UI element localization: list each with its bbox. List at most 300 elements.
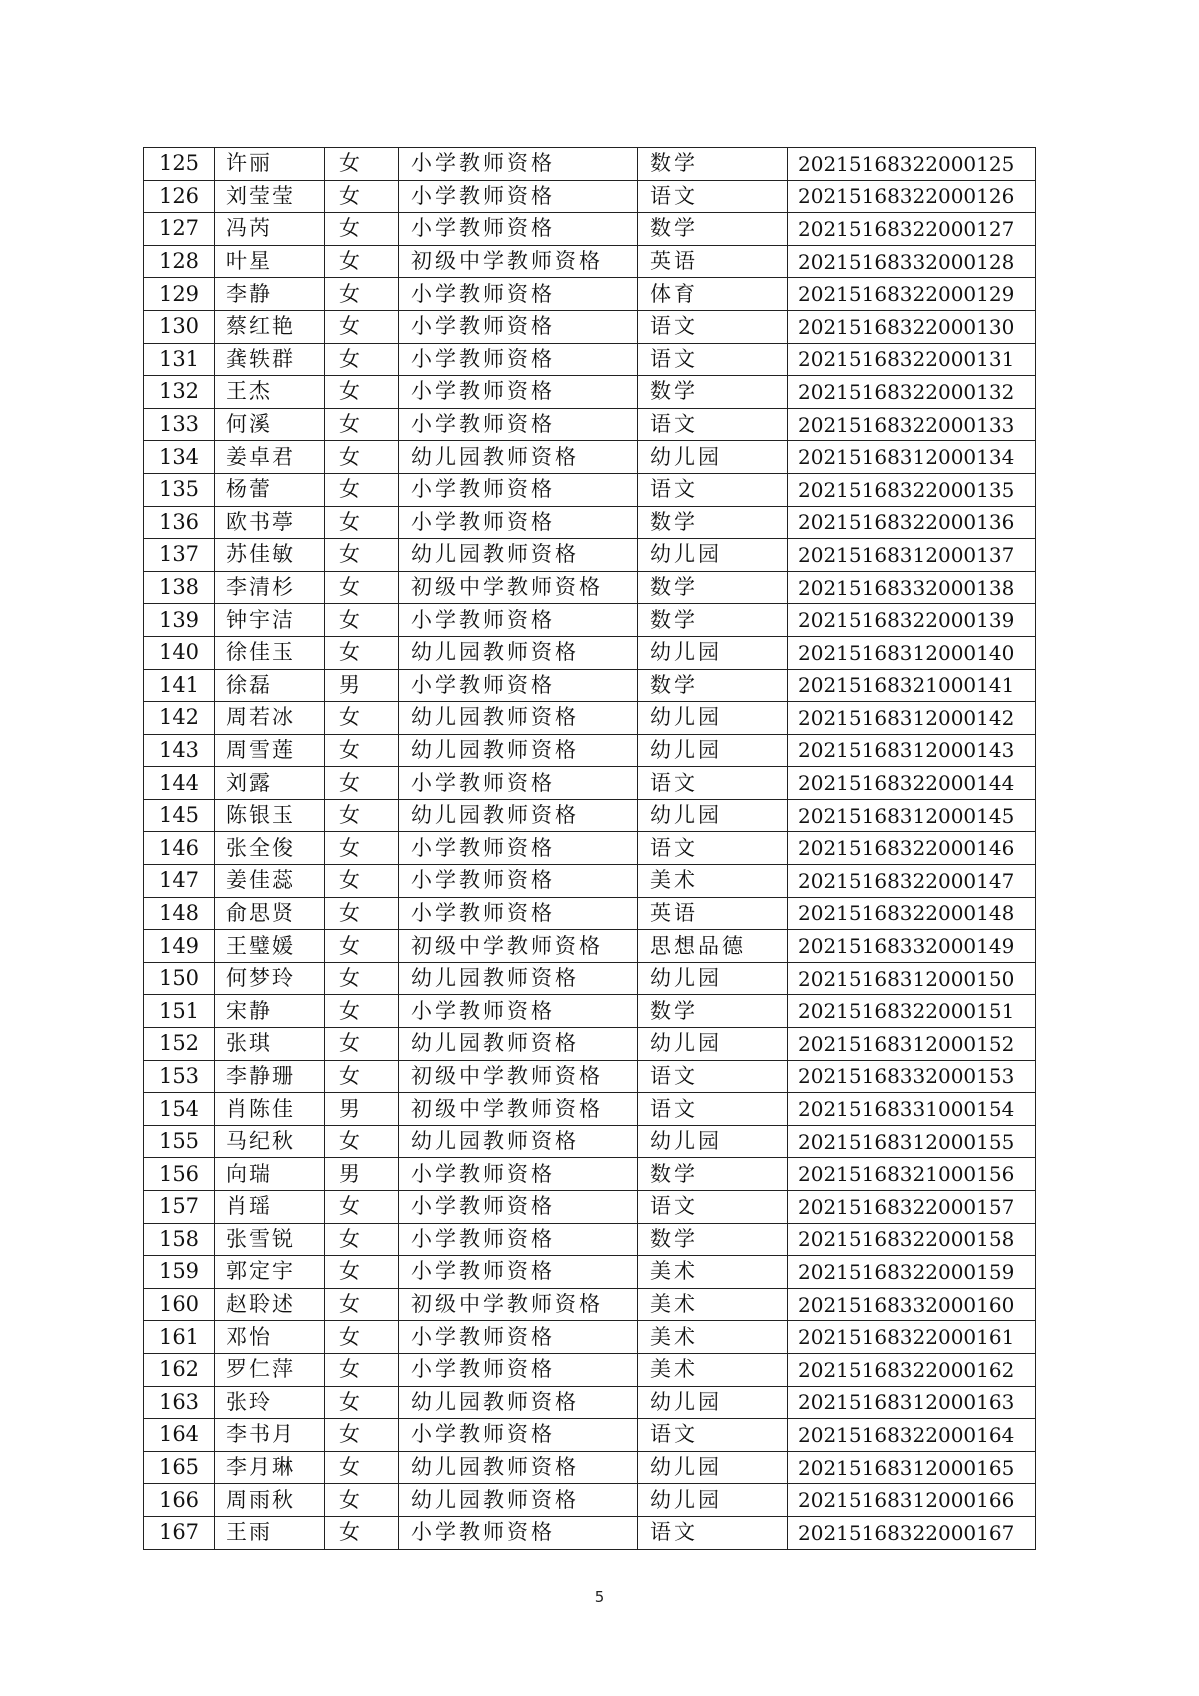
cell-sex: 女 xyxy=(325,897,399,930)
cell-name: 许丽 xyxy=(215,148,325,181)
cell-certificate-number: 20215168322000130 xyxy=(788,310,1036,343)
table-row xyxy=(144,962,1036,995)
cell-name: 张雪锐 xyxy=(215,1223,325,1256)
cell-subject: 幼儿园 xyxy=(638,539,788,572)
table-row xyxy=(144,897,1036,930)
cell-certificate-number: 20215168312000142 xyxy=(788,702,1036,735)
cell-row-number: 161 xyxy=(144,1321,215,1354)
cell-name: 李书月 xyxy=(215,1419,325,1452)
table-row xyxy=(144,1028,1036,1061)
page-number: 5 xyxy=(594,1588,605,1606)
cell-subject: 语文 xyxy=(638,180,788,213)
cell-certificate-number: 20215168322000135 xyxy=(788,473,1036,506)
cell-qualification-type: 小学教师资格 xyxy=(399,310,638,343)
cell-sex: 女 xyxy=(325,734,399,767)
cell-qualification-type: 幼儿园教师资格 xyxy=(399,1484,638,1517)
cell-certificate-number: 20215168322000127 xyxy=(788,213,1036,246)
cell-name: 苏佳敏 xyxy=(215,539,325,572)
cell-qualification-type: 小学教师资格 xyxy=(399,832,638,865)
cell-name: 肖陈佳 xyxy=(215,1093,325,1126)
cell-sex: 女 xyxy=(325,1484,399,1517)
table-row xyxy=(144,1223,1036,1256)
cell-name: 肖瑶 xyxy=(215,1191,325,1224)
cell-subject: 美术 xyxy=(638,1288,788,1321)
cell-name: 刘莹莹 xyxy=(215,180,325,213)
cell-name: 何梦玲 xyxy=(215,962,325,995)
cell-certificate-number: 20215168322000131 xyxy=(788,343,1036,376)
cell-certificate-number: 20215168322000132 xyxy=(788,376,1036,409)
cell-subject: 数学 xyxy=(638,571,788,604)
cell-qualification-type: 小学教师资格 xyxy=(399,1321,638,1354)
cell-certificate-number: 20215168322000126 xyxy=(788,180,1036,213)
table-row xyxy=(144,571,1036,604)
cell-name: 马纪秋 xyxy=(215,1125,325,1158)
cell-sex: 女 xyxy=(325,995,399,1028)
cell-sex: 女 xyxy=(325,245,399,278)
table-row xyxy=(144,539,1036,572)
cell-sex: 女 xyxy=(325,278,399,311)
cell-sex: 女 xyxy=(325,702,399,735)
cell-qualification-type: 幼儿园教师资格 xyxy=(399,441,638,474)
cell-row-number: 151 xyxy=(144,995,215,1028)
cell-qualification-type: 幼儿园教师资格 xyxy=(399,734,638,767)
cell-name: 杨蕾 xyxy=(215,473,325,506)
cell-subject: 数学 xyxy=(638,1223,788,1256)
table-row xyxy=(144,604,1036,637)
cell-sex: 女 xyxy=(325,441,399,474)
cell-name: 赵聆述 xyxy=(215,1288,325,1321)
cell-subject: 幼儿园 xyxy=(638,1451,788,1484)
cell-subject: 英语 xyxy=(638,897,788,930)
table-row xyxy=(144,180,1036,213)
cell-sex: 女 xyxy=(325,962,399,995)
cell-certificate-number: 20215168321000156 xyxy=(788,1158,1036,1191)
cell-name: 刘露 xyxy=(215,767,325,800)
cell-subject: 数学 xyxy=(638,995,788,1028)
cell-subject: 数学 xyxy=(638,376,788,409)
cell-subject: 幼儿园 xyxy=(638,1028,788,1061)
cell-subject: 思想品德 xyxy=(638,930,788,963)
cell-name: 俞思贤 xyxy=(215,897,325,930)
cell-qualification-type: 小学教师资格 xyxy=(399,604,638,637)
cell-subject: 美术 xyxy=(638,865,788,898)
cell-subject: 数学 xyxy=(638,506,788,539)
cell-qualification-type: 小学教师资格 xyxy=(399,1223,638,1256)
table-row xyxy=(144,1516,1036,1549)
cell-subject: 语文 xyxy=(638,1060,788,1093)
cell-row-number: 163 xyxy=(144,1386,215,1419)
cell-subject: 美术 xyxy=(638,1353,788,1386)
cell-certificate-number: 20215168332000138 xyxy=(788,571,1036,604)
cell-qualification-type: 小学教师资格 xyxy=(399,1353,638,1386)
cell-certificate-number: 20215168312000163 xyxy=(788,1386,1036,1419)
cell-subject: 语文 xyxy=(638,310,788,343)
cell-sex: 男 xyxy=(325,669,399,702)
cell-row-number: 127 xyxy=(144,213,215,246)
cell-sex: 女 xyxy=(325,539,399,572)
cell-row-number: 128 xyxy=(144,245,215,278)
table-row xyxy=(144,343,1036,376)
cell-qualification-type: 小学教师资格 xyxy=(399,1256,638,1289)
cell-certificate-number: 20215168322000167 xyxy=(788,1516,1036,1549)
table-row xyxy=(144,1321,1036,1354)
cell-qualification-type: 小学教师资格 xyxy=(399,1158,638,1191)
cell-row-number: 126 xyxy=(144,180,215,213)
cell-row-number: 146 xyxy=(144,832,215,865)
cell-row-number: 152 xyxy=(144,1028,215,1061)
cell-certificate-number: 20215168322000147 xyxy=(788,865,1036,898)
cell-sex: 女 xyxy=(325,1386,399,1419)
cell-sex: 女 xyxy=(325,473,399,506)
table-row xyxy=(144,1419,1036,1452)
cell-name: 张玲 xyxy=(215,1386,325,1419)
cell-qualification-type: 幼儿园教师资格 xyxy=(399,1386,638,1419)
cell-row-number: 129 xyxy=(144,278,215,311)
cell-name: 叶星 xyxy=(215,245,325,278)
cell-subject: 幼儿园 xyxy=(638,1125,788,1158)
cell-sex: 女 xyxy=(325,571,399,604)
cell-qualification-type: 初级中学教师资格 xyxy=(399,245,638,278)
cell-sex: 女 xyxy=(325,1028,399,1061)
cell-sex: 女 xyxy=(325,148,399,181)
cell-row-number: 149 xyxy=(144,930,215,963)
table-row xyxy=(144,506,1036,539)
cell-subject: 语文 xyxy=(638,832,788,865)
cell-sex: 女 xyxy=(325,636,399,669)
table-row xyxy=(144,376,1036,409)
cell-row-number: 144 xyxy=(144,767,215,800)
table-row xyxy=(144,441,1036,474)
cell-sex: 女 xyxy=(325,1223,399,1256)
cell-qualification-type: 小学教师资格 xyxy=(399,506,638,539)
cell-sex: 女 xyxy=(325,506,399,539)
cell-qualification-type: 初级中学教师资格 xyxy=(399,571,638,604)
cell-name: 姜卓君 xyxy=(215,441,325,474)
cell-certificate-number: 20215168322000146 xyxy=(788,832,1036,865)
cell-row-number: 141 xyxy=(144,669,215,702)
cell-name: 李月琳 xyxy=(215,1451,325,1484)
cell-row-number: 166 xyxy=(144,1484,215,1517)
cell-name: 王璧媛 xyxy=(215,930,325,963)
cell-sex: 女 xyxy=(325,213,399,246)
cell-name: 陈银玉 xyxy=(215,799,325,832)
cell-subject: 数学 xyxy=(638,604,788,637)
table-row xyxy=(144,1484,1036,1517)
cell-certificate-number: 20215168322000148 xyxy=(788,897,1036,930)
cell-certificate-number: 20215168322000157 xyxy=(788,1191,1036,1224)
cell-row-number: 145 xyxy=(144,799,215,832)
cell-row-number: 154 xyxy=(144,1093,215,1126)
cell-certificate-number: 20215168312000145 xyxy=(788,799,1036,832)
cell-name: 向瑞 xyxy=(215,1158,325,1191)
cell-certificate-number: 20215168322000164 xyxy=(788,1419,1036,1452)
table-row xyxy=(144,734,1036,767)
cell-certificate-number: 20215168332000153 xyxy=(788,1060,1036,1093)
cell-sex: 女 xyxy=(325,376,399,409)
cell-qualification-type: 初级中学教师资格 xyxy=(399,1093,638,1126)
cell-sex: 女 xyxy=(325,1191,399,1224)
cell-row-number: 157 xyxy=(144,1191,215,1224)
cell-subject: 语文 xyxy=(638,1191,788,1224)
table-row xyxy=(144,636,1036,669)
cell-row-number: 131 xyxy=(144,343,215,376)
cell-qualification-type: 幼儿园教师资格 xyxy=(399,1125,638,1158)
table-row xyxy=(144,1256,1036,1289)
cell-subject: 幼儿园 xyxy=(638,441,788,474)
cell-row-number: 137 xyxy=(144,539,215,572)
cell-subject: 语文 xyxy=(638,408,788,441)
cell-sex: 女 xyxy=(325,1288,399,1321)
teacher-certificate-table xyxy=(143,147,1036,1550)
cell-name: 邓怡 xyxy=(215,1321,325,1354)
cell-name: 罗仁萍 xyxy=(215,1353,325,1386)
cell-certificate-number: 20215168332000160 xyxy=(788,1288,1036,1321)
cell-certificate-number: 20215168321000141 xyxy=(788,669,1036,702)
cell-qualification-type: 幼儿园教师资格 xyxy=(399,1451,638,1484)
cell-subject: 幼儿园 xyxy=(638,1484,788,1517)
cell-qualification-type: 初级中学教师资格 xyxy=(399,1288,638,1321)
cell-subject: 数学 xyxy=(638,148,788,181)
cell-qualification-type: 小学教师资格 xyxy=(399,1419,638,1452)
cell-sex: 女 xyxy=(325,930,399,963)
cell-row-number: 132 xyxy=(144,376,215,409)
cell-name: 李静珊 xyxy=(215,1060,325,1093)
cell-qualification-type: 小学教师资格 xyxy=(399,767,638,800)
cell-qualification-type: 幼儿园教师资格 xyxy=(399,636,638,669)
cell-qualification-type: 小学教师资格 xyxy=(399,865,638,898)
cell-sex: 女 xyxy=(325,310,399,343)
cell-qualification-type: 小学教师资格 xyxy=(399,376,638,409)
cell-certificate-number: 20215168322000162 xyxy=(788,1353,1036,1386)
table-row xyxy=(144,473,1036,506)
cell-qualification-type: 小学教师资格 xyxy=(399,408,638,441)
cell-name: 姜佳蕊 xyxy=(215,865,325,898)
cell-sex: 女 xyxy=(325,799,399,832)
cell-row-number: 165 xyxy=(144,1451,215,1484)
cell-qualification-type: 初级中学教师资格 xyxy=(399,1060,638,1093)
cell-row-number: 140 xyxy=(144,636,215,669)
cell-name: 郭定宇 xyxy=(215,1256,325,1289)
table-row xyxy=(144,832,1036,865)
cell-row-number: 164 xyxy=(144,1419,215,1452)
cell-qualification-type: 小学教师资格 xyxy=(399,343,638,376)
cell-certificate-number: 20215168322000144 xyxy=(788,767,1036,800)
cell-row-number: 130 xyxy=(144,310,215,343)
table-row xyxy=(144,865,1036,898)
table-row xyxy=(144,1060,1036,1093)
cell-row-number: 153 xyxy=(144,1060,215,1093)
cell-certificate-number: 20215168312000155 xyxy=(788,1125,1036,1158)
cell-name: 龚轶群 xyxy=(215,343,325,376)
cell-name: 钟宇洁 xyxy=(215,604,325,637)
table-row xyxy=(144,669,1036,702)
table-row xyxy=(144,1288,1036,1321)
cell-certificate-number: 20215168322000129 xyxy=(788,278,1036,311)
table-row xyxy=(144,408,1036,441)
cell-sex: 女 xyxy=(325,767,399,800)
cell-sex: 女 xyxy=(325,343,399,376)
cell-name: 张琪 xyxy=(215,1028,325,1061)
cell-certificate-number: 20215168312000140 xyxy=(788,636,1036,669)
cell-sex: 女 xyxy=(325,1125,399,1158)
cell-qualification-type: 小学教师资格 xyxy=(399,1516,638,1549)
cell-name: 徐佳玉 xyxy=(215,636,325,669)
cell-row-number: 159 xyxy=(144,1256,215,1289)
cell-subject: 语文 xyxy=(638,1419,788,1452)
cell-subject: 幼儿园 xyxy=(638,702,788,735)
cell-certificate-number: 20215168312000165 xyxy=(788,1451,1036,1484)
cell-qualification-type: 小学教师资格 xyxy=(399,669,638,702)
cell-row-number: 143 xyxy=(144,734,215,767)
cell-name: 李清杉 xyxy=(215,571,325,604)
table-row xyxy=(144,1093,1036,1126)
cell-qualification-type: 小学教师资格 xyxy=(399,1191,638,1224)
cell-name: 蔡红艳 xyxy=(215,310,325,343)
cell-certificate-number: 20215168322000136 xyxy=(788,506,1036,539)
cell-certificate-number: 20215168322000133 xyxy=(788,408,1036,441)
cell-row-number: 155 xyxy=(144,1125,215,1158)
table-row xyxy=(144,213,1036,246)
cell-row-number: 139 xyxy=(144,604,215,637)
cell-certificate-number: 20215168322000151 xyxy=(788,995,1036,1028)
cell-certificate-number: 20215168332000128 xyxy=(788,245,1036,278)
cell-subject: 英语 xyxy=(638,245,788,278)
cell-row-number: 148 xyxy=(144,897,215,930)
cell-certificate-number: 20215168331000154 xyxy=(788,1093,1036,1126)
cell-sex: 女 xyxy=(325,604,399,637)
cell-subject: 语文 xyxy=(638,343,788,376)
cell-row-number: 150 xyxy=(144,962,215,995)
cell-subject: 幼儿园 xyxy=(638,799,788,832)
cell-row-number: 135 xyxy=(144,473,215,506)
cell-sex: 女 xyxy=(325,1256,399,1289)
cell-certificate-number: 20215168322000159 xyxy=(788,1256,1036,1289)
cell-qualification-type: 小学教师资格 xyxy=(399,995,638,1028)
cell-certificate-number: 20215168312000137 xyxy=(788,539,1036,572)
cell-row-number: 158 xyxy=(144,1223,215,1256)
cell-name: 王雨 xyxy=(215,1516,325,1549)
table-row xyxy=(144,702,1036,735)
table-row xyxy=(144,278,1036,311)
cell-name: 周雨秋 xyxy=(215,1484,325,1517)
cell-sex: 男 xyxy=(325,1093,399,1126)
cell-row-number: 133 xyxy=(144,408,215,441)
cell-certificate-number: 20215168322000158 xyxy=(788,1223,1036,1256)
table-row xyxy=(144,799,1036,832)
cell-row-number: 167 xyxy=(144,1516,215,1549)
table-row xyxy=(144,1353,1036,1386)
cell-subject: 幼儿园 xyxy=(638,734,788,767)
cell-subject: 幼儿园 xyxy=(638,636,788,669)
cell-qualification-type: 小学教师资格 xyxy=(399,148,638,181)
cell-name: 周雪莲 xyxy=(215,734,325,767)
cell-sex: 女 xyxy=(325,1419,399,1452)
cell-sex: 女 xyxy=(325,180,399,213)
cell-sex: 女 xyxy=(325,1353,399,1386)
cell-name: 周若冰 xyxy=(215,702,325,735)
cell-sex: 女 xyxy=(325,408,399,441)
cell-sex: 女 xyxy=(325,865,399,898)
cell-sex: 女 xyxy=(325,1321,399,1354)
cell-row-number: 142 xyxy=(144,702,215,735)
cell-subject: 语文 xyxy=(638,1516,788,1549)
cell-sex: 女 xyxy=(325,1451,399,1484)
cell-sex: 女 xyxy=(325,1516,399,1549)
cell-subject: 美术 xyxy=(638,1256,788,1289)
cell-subject: 数学 xyxy=(638,669,788,702)
cell-name: 李静 xyxy=(215,278,325,311)
cell-certificate-number: 20215168312000166 xyxy=(788,1484,1036,1517)
cell-sex: 女 xyxy=(325,832,399,865)
cell-name: 宋静 xyxy=(215,995,325,1028)
table-row xyxy=(144,1191,1036,1224)
cell-qualification-type: 初级中学教师资格 xyxy=(399,930,638,963)
cell-name: 欧书葶 xyxy=(215,506,325,539)
cell-subject: 数学 xyxy=(638,1158,788,1191)
cell-subject: 语文 xyxy=(638,767,788,800)
table-row xyxy=(144,767,1036,800)
table-row xyxy=(144,1386,1036,1419)
cell-certificate-number: 20215168322000161 xyxy=(788,1321,1036,1354)
table-body xyxy=(144,148,1036,1550)
cell-certificate-number: 20215168322000125 xyxy=(788,148,1036,181)
cell-name: 冯芮 xyxy=(215,213,325,246)
cell-qualification-type: 小学教师资格 xyxy=(399,213,638,246)
cell-name: 王杰 xyxy=(215,376,325,409)
table-row xyxy=(144,1451,1036,1484)
cell-row-number: 138 xyxy=(144,571,215,604)
cell-certificate-number: 20215168312000143 xyxy=(788,734,1036,767)
cell-subject: 美术 xyxy=(638,1321,788,1354)
cell-certificate-number: 20215168322000139 xyxy=(788,604,1036,637)
cell-qualification-type: 小学教师资格 xyxy=(399,473,638,506)
cell-subject: 语文 xyxy=(638,473,788,506)
cell-certificate-number: 20215168312000150 xyxy=(788,962,1036,995)
table-row xyxy=(144,310,1036,343)
cell-subject: 体育 xyxy=(638,278,788,311)
cell-name: 张全俊 xyxy=(215,832,325,865)
table-row xyxy=(144,930,1036,963)
cell-qualification-type: 小学教师资格 xyxy=(399,180,638,213)
cell-qualification-type: 幼儿园教师资格 xyxy=(399,539,638,572)
cell-qualification-type: 幼儿园教师资格 xyxy=(399,702,638,735)
table-row xyxy=(144,245,1036,278)
table-row xyxy=(144,995,1036,1028)
table-row xyxy=(144,1158,1036,1191)
cell-row-number: 156 xyxy=(144,1158,215,1191)
cell-row-number: 162 xyxy=(144,1353,215,1386)
cell-name: 何溪 xyxy=(215,408,325,441)
cell-row-number: 136 xyxy=(144,506,215,539)
table-row xyxy=(144,148,1036,181)
cell-sex: 女 xyxy=(325,1060,399,1093)
cell-name: 徐磊 xyxy=(215,669,325,702)
cell-certificate-number: 20215168312000134 xyxy=(788,441,1036,474)
cell-subject: 幼儿园 xyxy=(638,1386,788,1419)
cell-row-number: 160 xyxy=(144,1288,215,1321)
cell-row-number: 134 xyxy=(144,441,215,474)
cell-row-number: 147 xyxy=(144,865,215,898)
cell-qualification-type: 小学教师资格 xyxy=(399,278,638,311)
cell-sex: 男 xyxy=(325,1158,399,1191)
cell-qualification-type: 幼儿园教师资格 xyxy=(399,1028,638,1061)
cell-certificate-number: 20215168332000149 xyxy=(788,930,1036,963)
cell-qualification-type: 幼儿园教师资格 xyxy=(399,962,638,995)
cell-subject: 幼儿园 xyxy=(638,962,788,995)
cell-subject: 数学 xyxy=(638,213,788,246)
cell-qualification-type: 小学教师资格 xyxy=(399,897,638,930)
cell-certificate-number: 20215168312000152 xyxy=(788,1028,1036,1061)
